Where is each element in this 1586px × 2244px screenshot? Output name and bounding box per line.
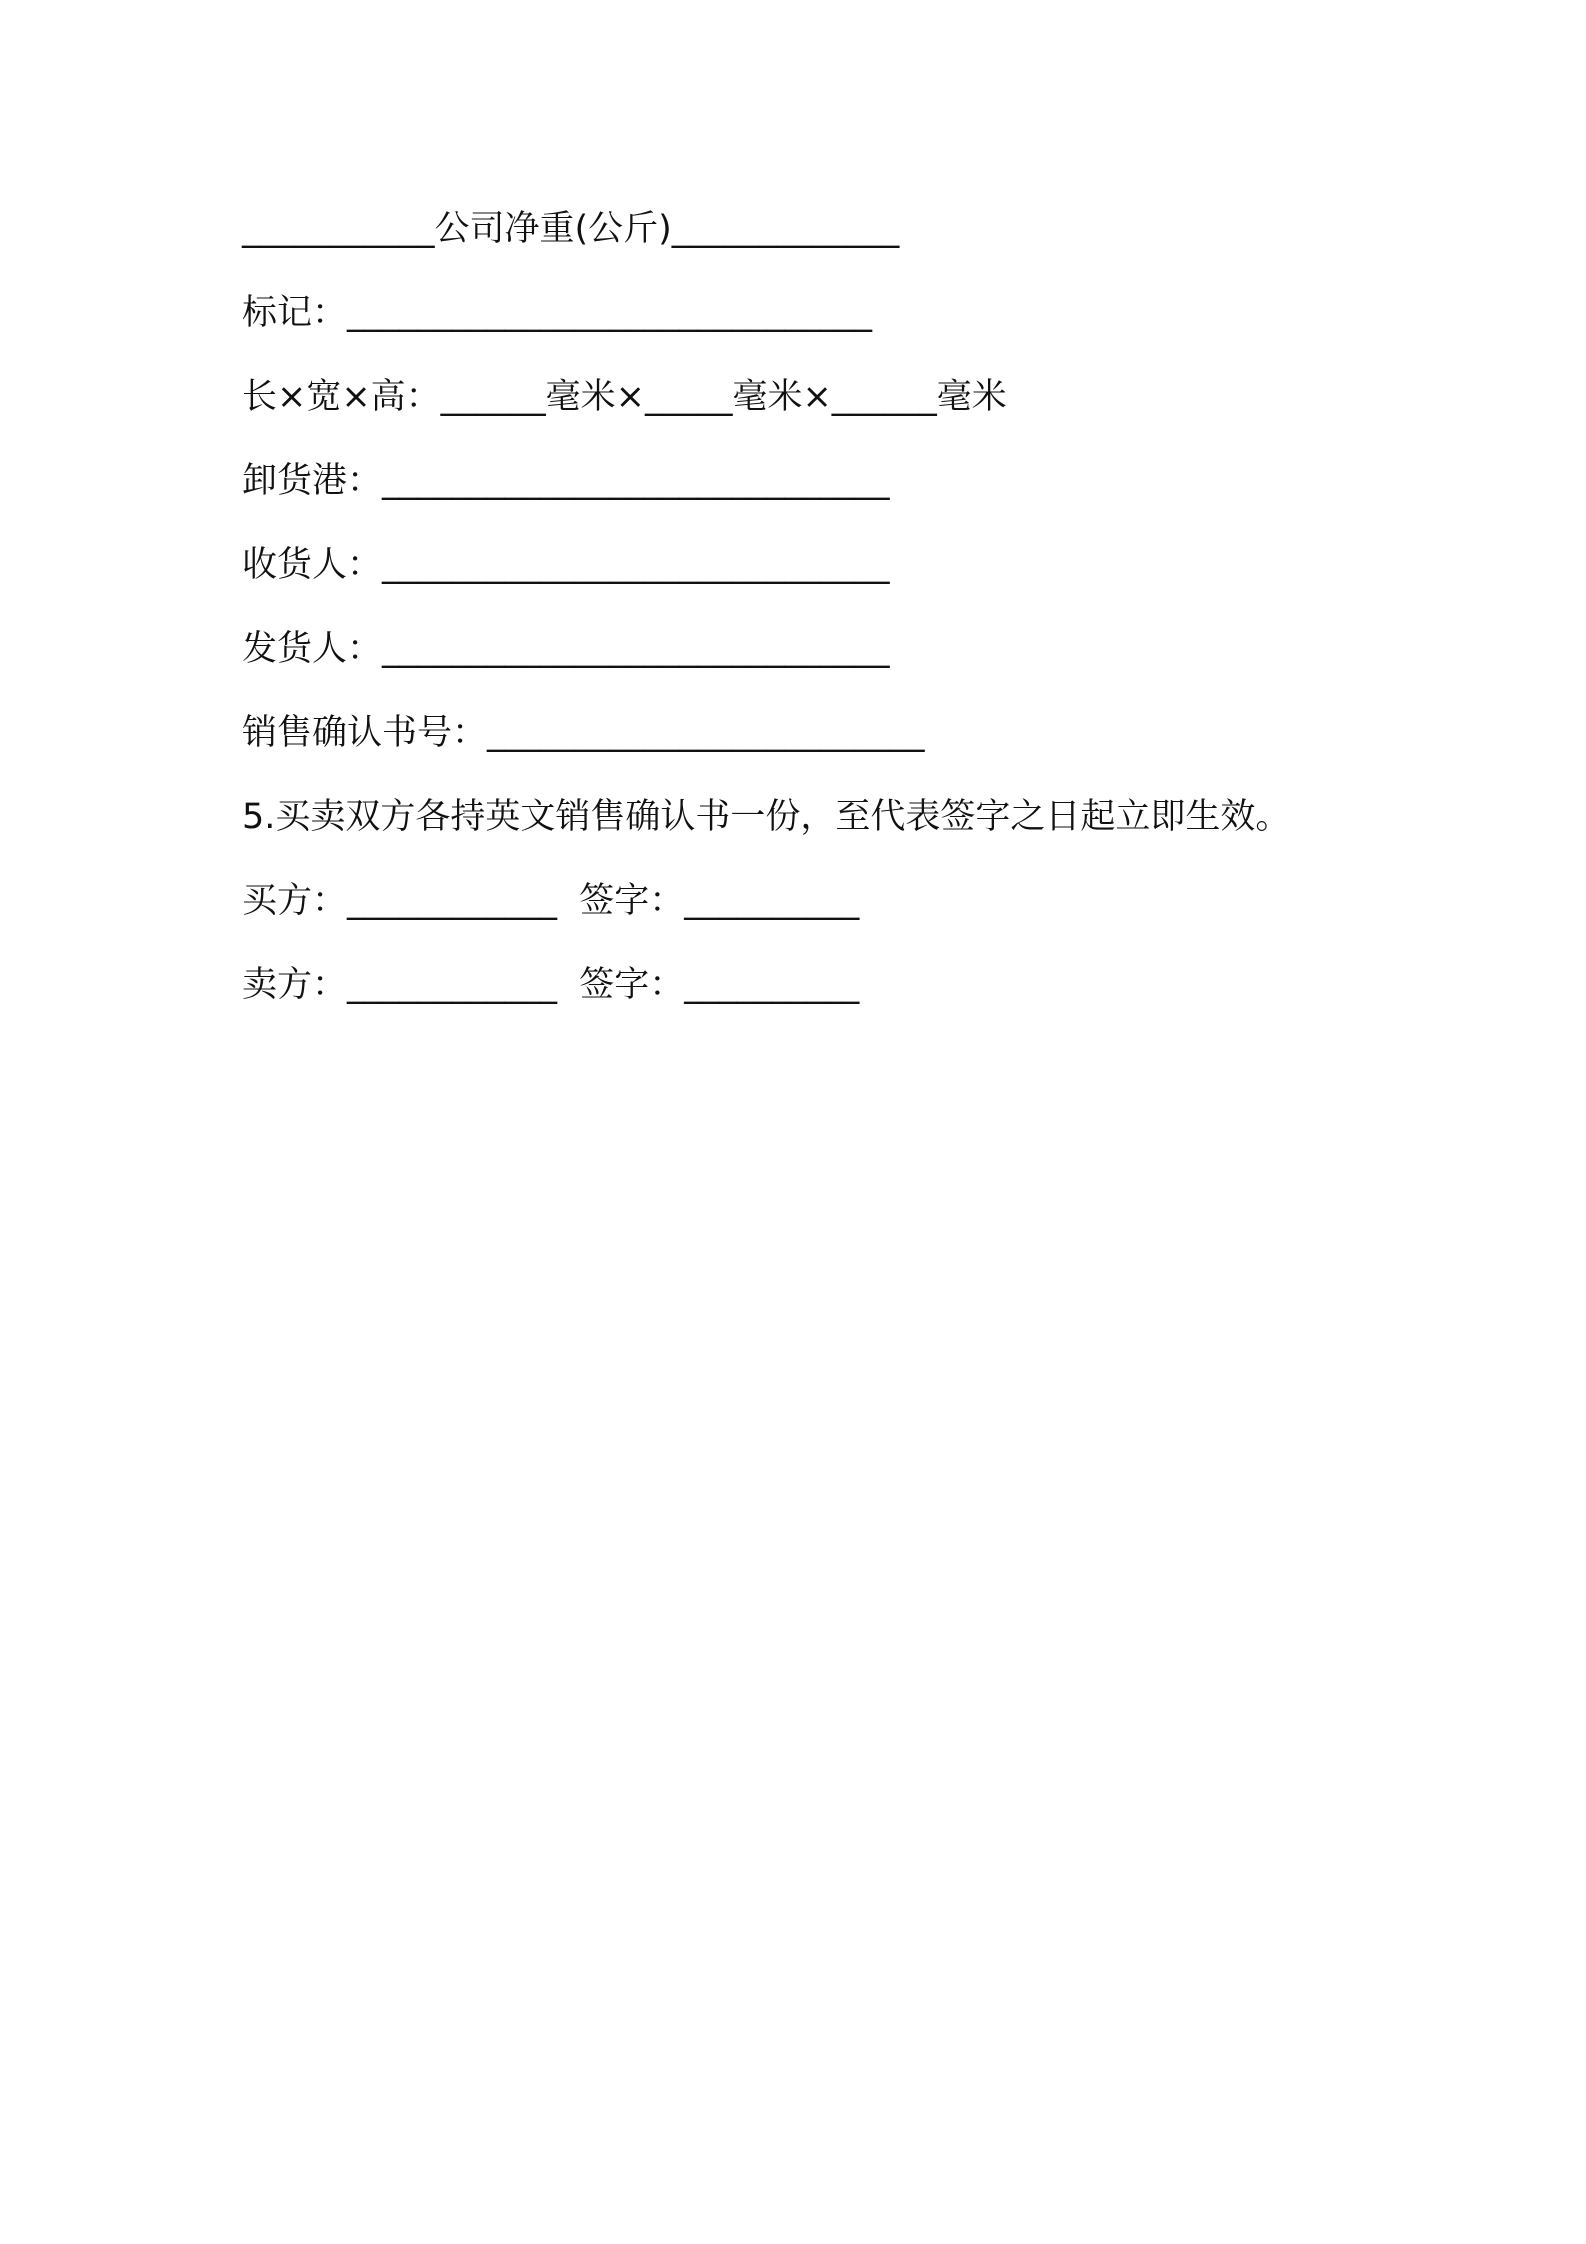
effectiveness-clause: 5.买卖双方各持英文销售确认书一份，至代表签字之日起立即生效。 — [242, 797, 1291, 837]
seller-signature-line: 卖方：____________ 签字：__________ — [242, 965, 860, 1005]
shipper-line: 发货人：_____________________________ — [242, 629, 890, 669]
marks-line: 标记：______________________________ — [242, 293, 873, 333]
dimensions-line: 长×宽×高：______毫米×_____毫米×______毫米 — [242, 377, 1007, 417]
sales-confirmation-number-line: 销售确认书号：_________________________ — [242, 713, 925, 753]
buyer-signature-line: 买方：____________ 签字：__________ — [242, 881, 860, 921]
port-of-discharge-line: 卸货港：_____________________________ — [242, 461, 890, 501]
consignee-line: 收货人：_____________________________ — [242, 545, 890, 585]
net-weight-line: ___________公司净重(公斤)_____________ — [242, 209, 900, 249]
